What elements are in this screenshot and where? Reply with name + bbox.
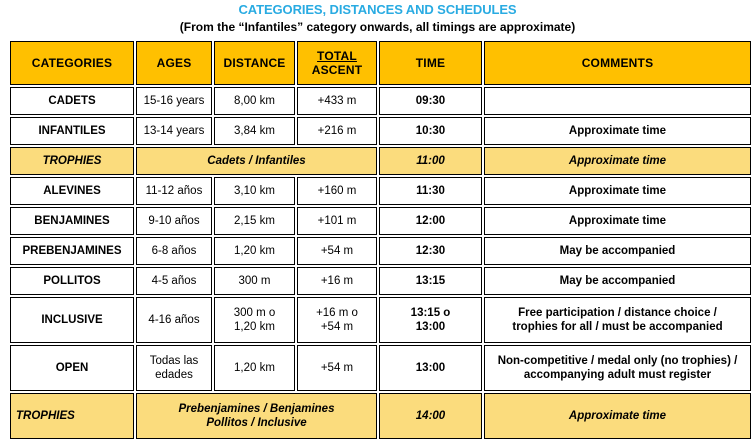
- cell-ages: 9-10 años: [136, 207, 212, 235]
- cell-comments: May be accompanied: [484, 267, 751, 295]
- table-row: [10, 207, 751, 235]
- cell-comments: May be accompanied: [484, 237, 751, 265]
- cell-time: 10:30: [379, 117, 482, 145]
- cell-category: BENJAMINES: [10, 207, 134, 235]
- table-row: [10, 345, 751, 391]
- cell-distance: 3,84 km: [214, 117, 295, 145]
- cell-ages-line1: Todas las: [149, 355, 199, 367]
- cell-comments: Approximate time: [484, 117, 751, 145]
- column-header-total-ascent: [297, 41, 377, 85]
- cell-ages: 6-8 años: [136, 237, 212, 265]
- cell-time-line2: 13:00: [415, 321, 446, 333]
- table-row: [10, 237, 751, 265]
- cell-distance: 1,20 km: [214, 345, 295, 391]
- cell-comments: [484, 345, 751, 391]
- cell-ages: 4-16 años: [136, 297, 212, 343]
- cell-comments: Approximate time: [484, 207, 751, 235]
- table-row: [10, 297, 751, 343]
- cell-category: INCLUSIVE: [10, 297, 134, 343]
- cell-ages-line2: edades: [155, 369, 193, 381]
- cell-ages: 13-14 years: [136, 117, 212, 145]
- cell-trophies-categories: [136, 393, 377, 439]
- page-subtitle: (From the “Infantiles” category onwards, all timings are approximate): [179, 20, 576, 34]
- cell-comments-line1: Free participation / distance choice /: [518, 307, 717, 319]
- table-container: [0, 35, 755, 441]
- table-row: [10, 117, 751, 145]
- table-row-trophies: [10, 147, 751, 175]
- column-header-ages: AGES: [136, 41, 212, 85]
- column-header-ascent-line: ASCENT: [311, 63, 363, 77]
- cell-comments: Approximate time: [484, 393, 751, 439]
- column-header-distance: DISTANCE: [214, 41, 295, 85]
- cell-comments: Approximate time: [484, 147, 751, 175]
- cell-distance-line2: 1,20 km: [234, 321, 275, 333]
- table-row: [10, 177, 751, 205]
- schedule-table: [8, 39, 753, 441]
- cell-ages: 15-16 years: [136, 87, 212, 115]
- column-header-comments: COMMENTS: [484, 41, 751, 85]
- cell-distance-line1: 300 m o: [233, 307, 276, 319]
- cell-ages: 11-12 años: [136, 177, 212, 205]
- cell-time: 09:30: [379, 87, 482, 115]
- cell-ascent-line1: +16 m o: [316, 307, 358, 319]
- cell-trophies-line1: Prebenjamines / Benjamines: [178, 403, 335, 415]
- cell-ages: [136, 345, 212, 391]
- cell-distance: 1,20 km: [214, 237, 295, 265]
- cell-distance: [214, 297, 295, 343]
- cell-time: 13:00: [379, 345, 482, 391]
- cell-ascent: +433 m: [297, 87, 377, 115]
- table-row: [10, 87, 751, 115]
- cell-ascent: +54 m: [297, 345, 377, 391]
- cell-comments: Approximate time: [484, 177, 751, 205]
- cell-distance: 300 m: [214, 267, 295, 295]
- column-header-time: TIME: [379, 41, 482, 85]
- cell-ascent: +101 m: [297, 207, 377, 235]
- cell-trophies-categories: Cadets / Infantiles: [136, 147, 377, 175]
- table-row: [10, 267, 751, 295]
- table-header-row: [10, 41, 751, 85]
- cell-distance: 3,10 km: [214, 177, 295, 205]
- column-header-total-line: TOTAL: [317, 49, 357, 63]
- cell-distance: 2,15 km: [214, 207, 295, 235]
- cell-category: POLLITOS: [10, 267, 134, 295]
- cell-comments: [484, 87, 751, 115]
- cell-time-line1: 13:15 o: [410, 307, 451, 319]
- cell-time: 12:30: [379, 237, 482, 265]
- page-title: CATEGORIES, DISTANCES AND SCHEDULES: [238, 2, 517, 17]
- cell-trophies-label: TROPHIES: [10, 393, 134, 439]
- cell-time: 11:30: [379, 177, 482, 205]
- cell-comments-line1: Non-competitive / medal only (no trophies) /: [497, 355, 738, 367]
- cell-category: OPEN: [10, 345, 134, 391]
- table-row-trophies: [10, 393, 751, 439]
- cell-time: 14:00: [379, 393, 482, 439]
- cell-ascent-line2: +54 m: [320, 321, 354, 333]
- cell-time: [379, 297, 482, 343]
- cell-ascent: +16 m: [297, 267, 377, 295]
- cell-ages: 4-5 años: [136, 267, 212, 295]
- cell-time: 13:15: [379, 267, 482, 295]
- cell-time: 11:00: [379, 147, 482, 175]
- cell-ascent: +216 m: [297, 117, 377, 145]
- cell-category: INFANTILES: [10, 117, 134, 145]
- cell-trophies-label: TROPHIES: [10, 147, 134, 175]
- cell-comments-line2: accompanying adult must register: [523, 369, 712, 381]
- cell-trophies-line2: Pollitos / Inclusive: [206, 417, 307, 429]
- cell-ascent: +160 m: [297, 177, 377, 205]
- cell-category: ALEVINES: [10, 177, 134, 205]
- cell-distance: 8,00 km: [214, 87, 295, 115]
- cell-comments: [484, 297, 751, 343]
- column-header-categories: CATEGORIES: [10, 41, 134, 85]
- cell-comments-line2: trophies for all / must be accompanied: [512, 321, 723, 333]
- cell-ascent: [297, 297, 377, 343]
- cell-category: CADETS: [10, 87, 134, 115]
- cell-ascent: +54 m: [297, 237, 377, 265]
- title-block: [0, 0, 755, 35]
- cell-category: PREBENJAMINES: [10, 237, 134, 265]
- cell-time: 12:00: [379, 207, 482, 235]
